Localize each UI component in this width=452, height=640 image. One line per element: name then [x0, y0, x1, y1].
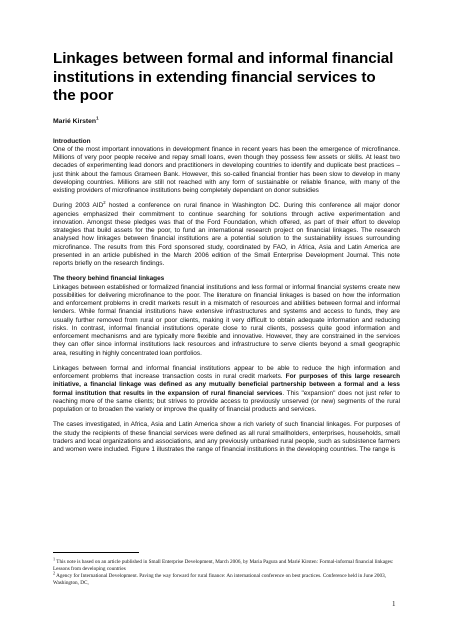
- footnote-2: [53, 570, 400, 586]
- theory-paragraph-2-start: Linkages between formal and informal financial institutions appear to be able to reduce the high information and enforcement problems that increase transaction costs in rural credit markets.: [53, 364, 400, 380]
- footnote-2-mark: 2: [53, 570, 56, 576]
- theory-paragraph-3: The cases investigated, in Africa, Asia and Latin America show a rich variety of such financial linkages. For purposes of the study the recipients of these financial services were defined as all rural smallholders, enterprises, households, small traders and local organizations and associations, and any previously unbanked rural people, such as subsistence farmers and women were included. Figure 1 illustrates the range of financial institutions in the developing countries. The range is: [53, 421, 400, 453]
- introduction-paragraph-1: One of the most important innovations in development finance in recent years has been the emergence of microfinance. Millions of very poor people receive and repay small loans, even though they possess few assets or skills. At least two decades of experimenting lead donors and practitioners in developing countries to identify and duplicate best practices – just think about the famous Grameen Bank. However, this so-called financial frontier has been slow to develop in many developing countries. Millions are still not reached with any form of sustainable or reliable finance, with many of the existing providers of microfinance institutions being completely dependant on donor subsidies: [53, 145, 400, 194]
- theory-paragraph-1: Linkages between established or formalized financial institutions and less formal or informal financial systems create new possibilities for delivering microfinance to the poor. The literature on financial linkages is based on how the information and enforcement problems in credit markets result in a mismatch of resources and abilities between formal and informal lenders. While formal financial institutions have extensive infrastructures and systems and access to funds, they are usually further removed from rural or poor clients, making it very difficult to obtain adequate information and reducing risks. In contrast, informal financial institutions operate close to rural clients, possess quite good information and enforcement mechanisms and are typically more flexible and innovative. However, they are constrained in the services they can offer since informal institutions lack resources and infrastructure to serve clients beyond a small geographic area, resulting in highly concentrated loan portfolios.: [53, 283, 400, 357]
- author-line: [53, 115, 400, 126]
- theory-paragraph-2: [53, 365, 400, 415]
- theory-paragraph-2-end: . This "expansion" does not just refer to reaching more of the same clients; but strives to provide access to previously unserved (or new) segments of the rural population or to broaden the variety or improve the quality of financial products and services.: [53, 389, 400, 413]
- page-number: 1: [392, 600, 396, 608]
- footnote-divider: [53, 552, 139, 553]
- footnote-1-mark: 1: [53, 556, 56, 562]
- theory-section: [53, 275, 400, 454]
- theory-heading: The theory behind financial linkages: [53, 275, 165, 283]
- article-title: Linkages between formal and informal financial institutions in extending financial services to the poor: [53, 50, 394, 104]
- footnotes: [53, 552, 400, 587]
- author-footnote-mark: 1: [96, 115, 99, 121]
- introduction-heading: Introduction: [53, 137, 91, 145]
- author-name: Marié Kirsten: [53, 117, 97, 125]
- paragraph-2-rest: hosted a conference on rural finance in Washington DC. During this conference all major donor agencies emphasized their commitment to continue searching for solutions through active experimentation and innovation. Amongst these pledges was that of the Ford Foundation, which offered, as part of their effort to develop strategies that build assets for the poor, to fund an international research project on financial linkages. The research analysed how linkages between financial institutions are a potential solution to the sustainability issues surrounding microfinance. The results from this Ford sponsored study, coordinated by FAO, in Africa, Asia and Latin America are presented in an article published in the March 2006 edition of the Small Enterprise Development Journal. This note reports briefly on the research findings.: [53, 202, 400, 267]
- financial-linkage-definition: For purposes of this large research initiative, a financial linkage was defined as any mutually beneficial partnership between a formal and a less formal institution that results in the expansion of rural financial services: [53, 373, 400, 397]
- footnote-mark-2: 2: [103, 200, 106, 206]
- footnote-1-text: This note is based on an article published in Small Enterprise Development, March 2006, by Maria Pagura and Marié Kirsten: Formal-informal financial linkages: Lessons from developing countries: [53, 559, 394, 572]
- introduction-paragraph-2: [53, 202, 400, 268]
- paragraph-2-lead: During 2003 AID: [53, 202, 104, 210]
- footnote-1: [53, 556, 400, 572]
- footnote-2-text: Agency for International Development. Paving the way forward for rural finance: An international conference on best practices. Conference held in June 2003, Washington, DC,: [53, 573, 386, 586]
- introduction-section: [53, 138, 400, 269]
- article-body: [53, 50, 400, 454]
